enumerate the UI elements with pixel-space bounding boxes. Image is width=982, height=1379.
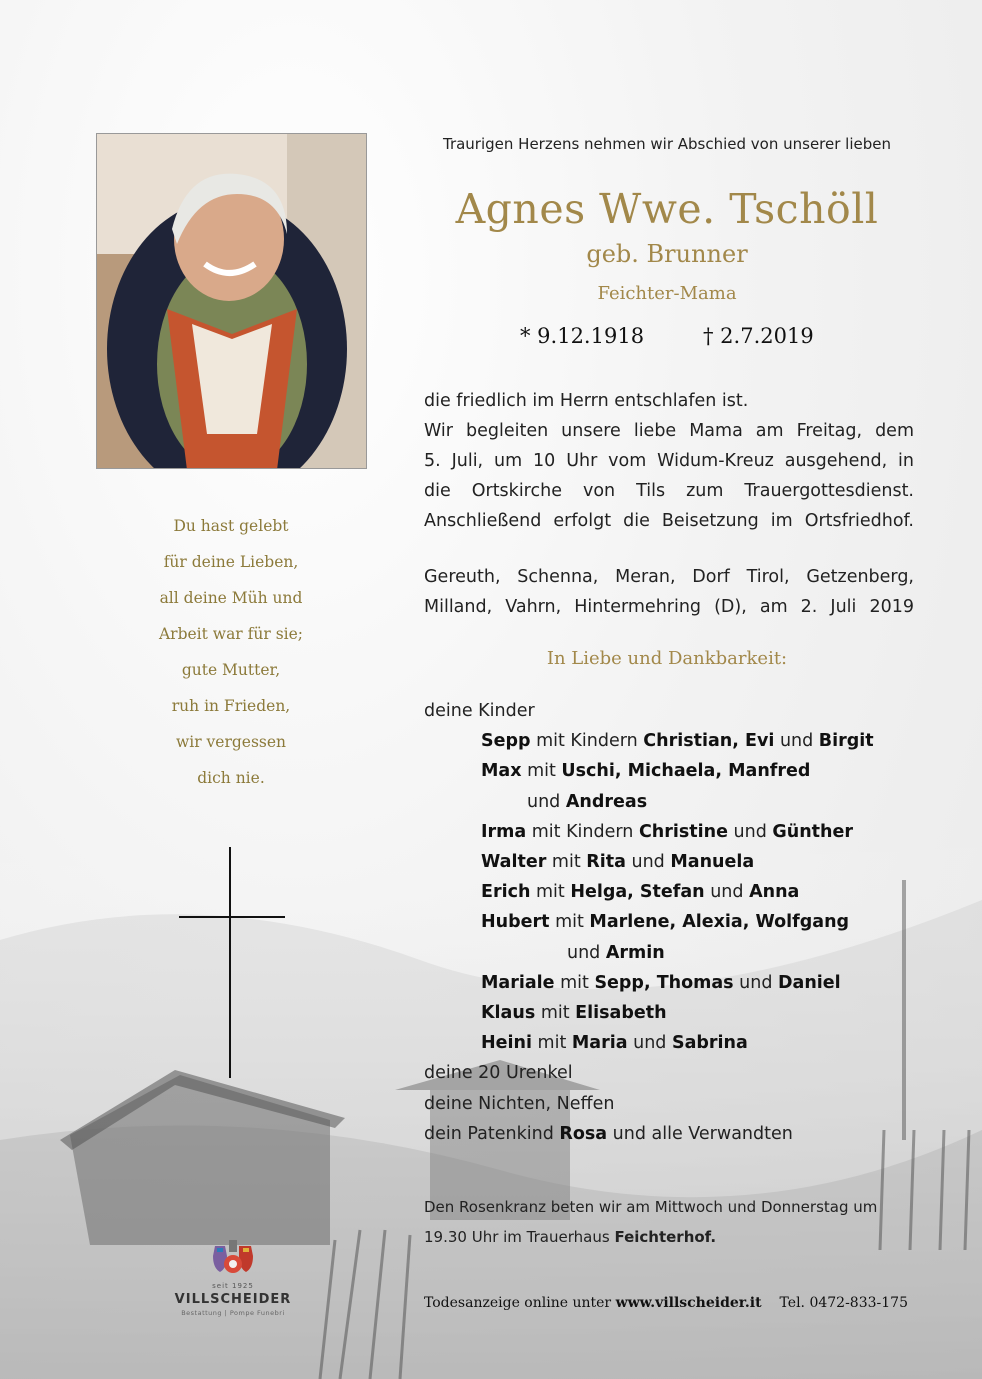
family-line: Walter mit Rita und Manuela	[481, 852, 755, 873]
poem-line: dich nie.	[197, 769, 265, 787]
portrait-photo	[96, 133, 367, 469]
villscheider-logo	[170, 1238, 296, 1317]
family-line: Mariale mit Sepp, Thomas und Daniel	[481, 972, 841, 993]
rosary-notice	[424, 1192, 924, 1252]
paragraph-line: die Ortskirche von Tils zum Trauergottesdienst.	[424, 481, 914, 501]
poem	[120, 508, 342, 796]
cross-icon	[229, 847, 231, 1078]
phone-number: Tel. 0472-833-175	[779, 1295, 908, 1311]
family-label: deine Kinder	[424, 701, 535, 721]
logo-name: VILLSCHEIDER	[174, 1292, 292, 1307]
dedication-heading: In Liebe und Dankbarkeit:	[546, 648, 788, 669]
deceased-name: Agnes Wwe. Tschöll	[455, 185, 879, 233]
rosary-line: 19.30 Uhr im Trauerhaus Feichterhof.	[424, 1228, 717, 1246]
places-paragraph	[424, 562, 914, 622]
paragraph-line: Anschließend erfolgt die Beisetzung im Ortsfriedhof.	[424, 511, 914, 531]
website-link[interactable]: www.villscheider.it	[615, 1295, 762, 1311]
portrait-image	[97, 134, 367, 469]
family-line: deine Nichten, Neffen	[424, 1093, 615, 1114]
family-line: Max mit Uschi, Michaela, Manfred	[481, 761, 811, 782]
footer	[424, 1295, 908, 1311]
family-line: Erich mit Helga, Stefan und Anna	[481, 882, 800, 903]
paragraph-line: die friedlich im Herrn entschlafen ist.	[424, 391, 749, 411]
cross-icon-bar	[179, 916, 285, 918]
nickname: Feichter-Mama	[597, 283, 737, 304]
poem-line: all deine Müh und	[159, 589, 303, 607]
family-line: Irma mit Kindern Christine und Günther	[481, 821, 854, 842]
family-line: Klaus mit Elisabeth	[481, 1003, 667, 1024]
family-list	[424, 696, 924, 1149]
family-line: Heini mit Maria und Sabrina	[481, 1033, 748, 1054]
family-line: Hubert mit Marlene, Alexia, Wolfgang	[481, 912, 850, 933]
family-line: und Armin	[567, 942, 665, 963]
paragraph-line: Wir begleiten unsere liebe Mama am Freitag, dem	[424, 421, 914, 441]
footer-text: Todesanzeige online unter	[424, 1295, 616, 1311]
birth-name: geb. Brunner	[586, 240, 748, 268]
family-line: Sepp mit Kindern Christian, Evi und Birgit	[481, 731, 874, 752]
paragraph-line: Milland, Vahrn, Hintermehring (D), am 2. Juli 2019	[424, 597, 914, 617]
paragraph-line: 5. Juli, um 10 Uhr vom Widum-Kreuz ausgehend, in	[424, 451, 914, 471]
coat-of-arms-icon	[211, 1238, 255, 1278]
funeral-paragraph	[424, 386, 914, 536]
paragraph-line: Gereuth, Schenna, Meran, Dorf Tirol, Getzenberg,	[424, 567, 914, 587]
family-line: dein Patenkind Rosa und alle Verwandten	[424, 1123, 793, 1144]
poem-line: ruh in Frieden,	[171, 697, 291, 715]
logo-since: seit 1925	[212, 1282, 254, 1290]
poem-line: Du hast gelebt	[173, 517, 289, 535]
logo-subtitle: Bestattung | Pompe Funebri	[181, 1309, 285, 1317]
intro-text: Traurigen Herzens nehmen wir Abschied von unserer lieben	[442, 135, 892, 153]
poem-line: Arbeit war für sie;	[158, 625, 304, 643]
poem-line: gute Mutter,	[181, 661, 281, 679]
rosary-line: Den Rosenkranz beten wir am Mittwoch und Donnerstag um	[424, 1198, 878, 1216]
birth-date: * 9.12.1918	[520, 324, 645, 348]
poem-line: wir vergessen	[175, 733, 287, 751]
family-line: und Andreas	[527, 791, 648, 812]
death-date: † 2.7.2019	[703, 324, 814, 348]
poem-line: für deine Lieben,	[163, 553, 299, 571]
family-line: deine 20 Urenkel	[424, 1063, 573, 1084]
